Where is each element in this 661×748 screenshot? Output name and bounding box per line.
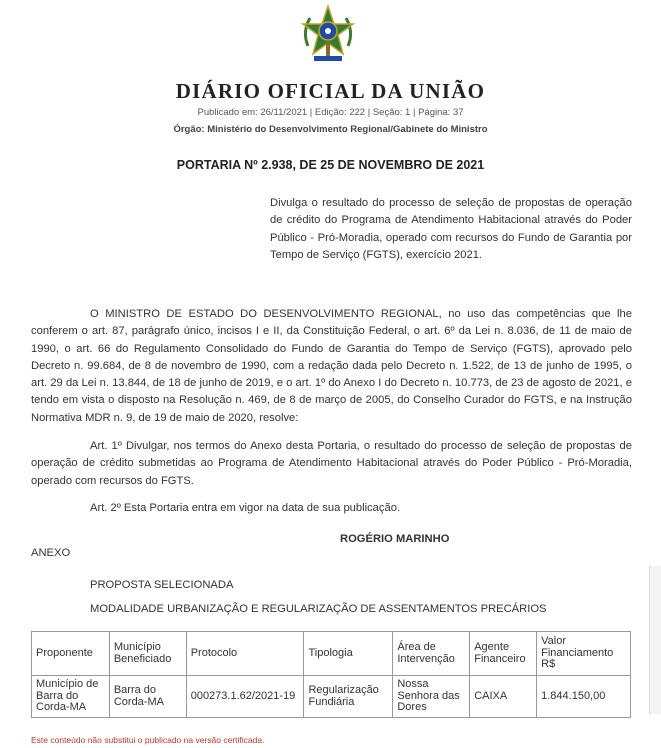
header-area: Área de Intervenção	[393, 632, 470, 676]
proposal-heading: PROPOSTA SELECIONADA	[90, 579, 234, 591]
cell-proponente: Município de Barra do Corda-MA	[32, 676, 110, 718]
signer-name: ROGÉRIO MARINHO	[340, 533, 450, 545]
header-agente: Agente Financeiro	[470, 632, 537, 676]
side-panel-edge	[649, 566, 661, 714]
organ-label: Órgão:	[173, 124, 205, 135]
ementa-text: Divulga o resultado do processo de seleção de propostas de operação de crédito do Programa de Atendimento Habitacional através do Poder Público - Pró-Moradia, operado com recursos do Fundo de Garantia por Tempo de Serviço (FGTS), exercício 2021.	[270, 197, 632, 261]
header-proponente: Proponente	[32, 632, 110, 676]
publication-organ	[0, 124, 661, 135]
cell-agente: CAIXA	[470, 676, 537, 718]
portaria-title: PORTARIA Nº 2.938, DE 25 DE NOVEMBRO DE 2021	[176, 158, 485, 172]
header-protocolo: Protocolo	[186, 632, 304, 676]
publication-meta: Publicado em: 26/11/2021 | Edição: 222 | Seção: 1 | Página: 37	[197, 107, 464, 118]
header-tipologia: Tipologia	[304, 632, 393, 676]
certification-disclaimer: Este conteúdo não substitui o publicado na versão certificada.	[31, 735, 265, 745]
article-2-paragraph: Art. 2º Esta Portaria entra em vigor na data de sua publicação.	[90, 502, 401, 514]
cell-area: Nossa Senhora das Dores	[393, 676, 470, 718]
cell-protocolo: 000273.1.62/2021-19	[186, 676, 304, 718]
modality-heading: MODALIDADE URBANIZAÇÃO E REGULARIZAÇÃO DE ASSENTAMENTOS PRECÁRIOS	[90, 603, 547, 615]
publication-title: DIÁRIO OFICIAL DA UNIÃO	[175, 79, 486, 103]
preamble-paragraph: O MINISTRO DE ESTADO DO DESENVOLVIMENTO REGIONAL, no uso das competências que lhe conferem o art. 87, parágrafo único, incisos I e II, da Constituição Federal, o art. 6º da Lei n. 8.036, de 11 de maio de 1990, o art. 66 do Regulamento Consolidado do Fundo de Garantia do Tempo de Serviço (FGTS), aprovado pelo Decreto n. 99.684, de 8 de novembro de 1990, com a redação dada pelo Decreto n. 1.522, de 13 de junho de 1995, o art. 29 da Lei n. 13.844, de 18 de junho de 2019, e o art. 1º do Anexo I do Decreto n. 10.773, de 23 de agosto de 2021, e tendo em vista o disposto na Resolução n. 469, de 8 de março de 2005, do Conselho Curador do FGTS, e na Instrução Normativa MDR n. 9, de 19 de maio de 2020, resolve:	[31, 308, 632, 424]
cell-tipologia: Regularização Fundiária	[304, 676, 393, 718]
organ-value: Ministério do Desenvolvimento Regional/Gabinete do Ministro	[207, 124, 488, 135]
annex-table	[31, 631, 631, 718]
cell-municipio: Barra do Corda-MA	[109, 676, 186, 718]
article-1-paragraph: Art. 1º Divulgar, nos termos do Anexo desta Portaria, o resultado do processo de seleção de propostas de operação de crédito submetidas ao Programa de Atendimento Habitacional através do Poder Público - Pró-Moradia, operado com recursos do FGTS.	[31, 440, 632, 487]
annex-heading: ANEXO	[31, 547, 71, 559]
brazil-coat-of-arms-icon	[296, 4, 360, 68]
table-header-row	[32, 632, 631, 676]
table-row	[32, 676, 631, 718]
header-valor: Valor Financiamento R$	[537, 632, 631, 676]
cell-valor: 1.844.150,00	[537, 676, 631, 718]
header-municipio: Município Beneficiado	[109, 632, 186, 676]
